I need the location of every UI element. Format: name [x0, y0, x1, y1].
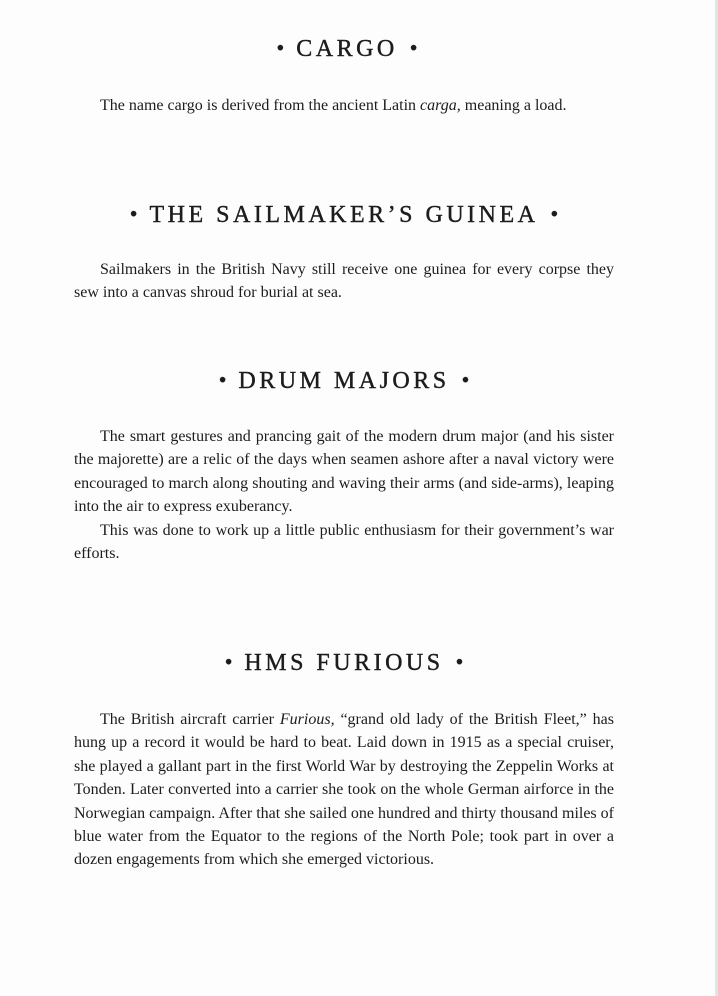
section-sailmakers-guinea	[74, 202, 614, 305]
heading-text: DRUM MAJORS	[238, 368, 450, 394]
section-cargo	[74, 36, 614, 117]
text-run: The name cargo is derived from the ancient Latin	[100, 97, 421, 114]
bullet-icon: •	[550, 201, 559, 226]
bullet-icon: •	[409, 35, 418, 60]
paragraph	[74, 519, 614, 566]
section-body	[74, 258, 614, 305]
section-heading	[80, 36, 614, 63]
text-run-italic: carga,	[420, 97, 461, 114]
text-run: This was done to work up a little public enthusiasm for their government’s war efforts.	[74, 521, 614, 563]
heading-text: CARGO	[296, 36, 398, 62]
text-run: Sailmakers in the British Navy still receive one guinea for every corpse they sew into a canvas shroud for burial at sea.	[74, 261, 614, 302]
heading-text: THE SAILMAKER’S GUINEA	[149, 202, 539, 228]
section-hms-furious	[74, 650, 614, 872]
section-body	[74, 708, 614, 872]
section-heading	[74, 368, 614, 395]
text-run: The British aircraft carrier	[100, 711, 280, 728]
section-heading	[74, 202, 614, 229]
paragraph	[74, 258, 614, 305]
bullet-icon: •	[129, 201, 138, 226]
bullet-icon: •	[461, 367, 470, 392]
paragraph	[74, 708, 614, 872]
text-run-italic: Furious,	[279, 711, 335, 728]
section-body	[74, 425, 614, 565]
paragraph	[74, 94, 614, 117]
text-run: meaning a load.	[460, 97, 567, 114]
bullet-icon: •	[276, 35, 285, 60]
bullet-icon: •	[224, 649, 233, 674]
bullet-icon: •	[218, 367, 227, 392]
paragraph	[74, 425, 614, 519]
section-drum-majors	[74, 368, 614, 565]
section-heading	[74, 650, 614, 677]
text-run: The smart gestures and prancing gait of the modern drum major (and his sister the majorette) are a relic of the days when seamen ashore after a naval victory were encouraged to march along shouting and waving their arms (and side-arms), leaping into the air to express exuberancy.	[74, 428, 614, 516]
section-body	[74, 94, 614, 117]
bullet-icon: •	[455, 649, 464, 674]
heading-text: HMS FURIOUS	[244, 650, 444, 676]
text-run: “grand old lady of the British Fleet,” has hung up a record it would be hard to beat. Laid down in 1915 as a special cruiser, she played a gallant part in the first World War by destroying the Zeppelin Works at Tonden. Later converted into a carrier she took on the whole German airforce in the Norwegian campaign. After that she sailed one hundred and thirty thousand miles of blue water from the Equator to the regions of the North Pole; took part in over a dozen engagements from which she emerged victorious.	[74, 711, 614, 869]
